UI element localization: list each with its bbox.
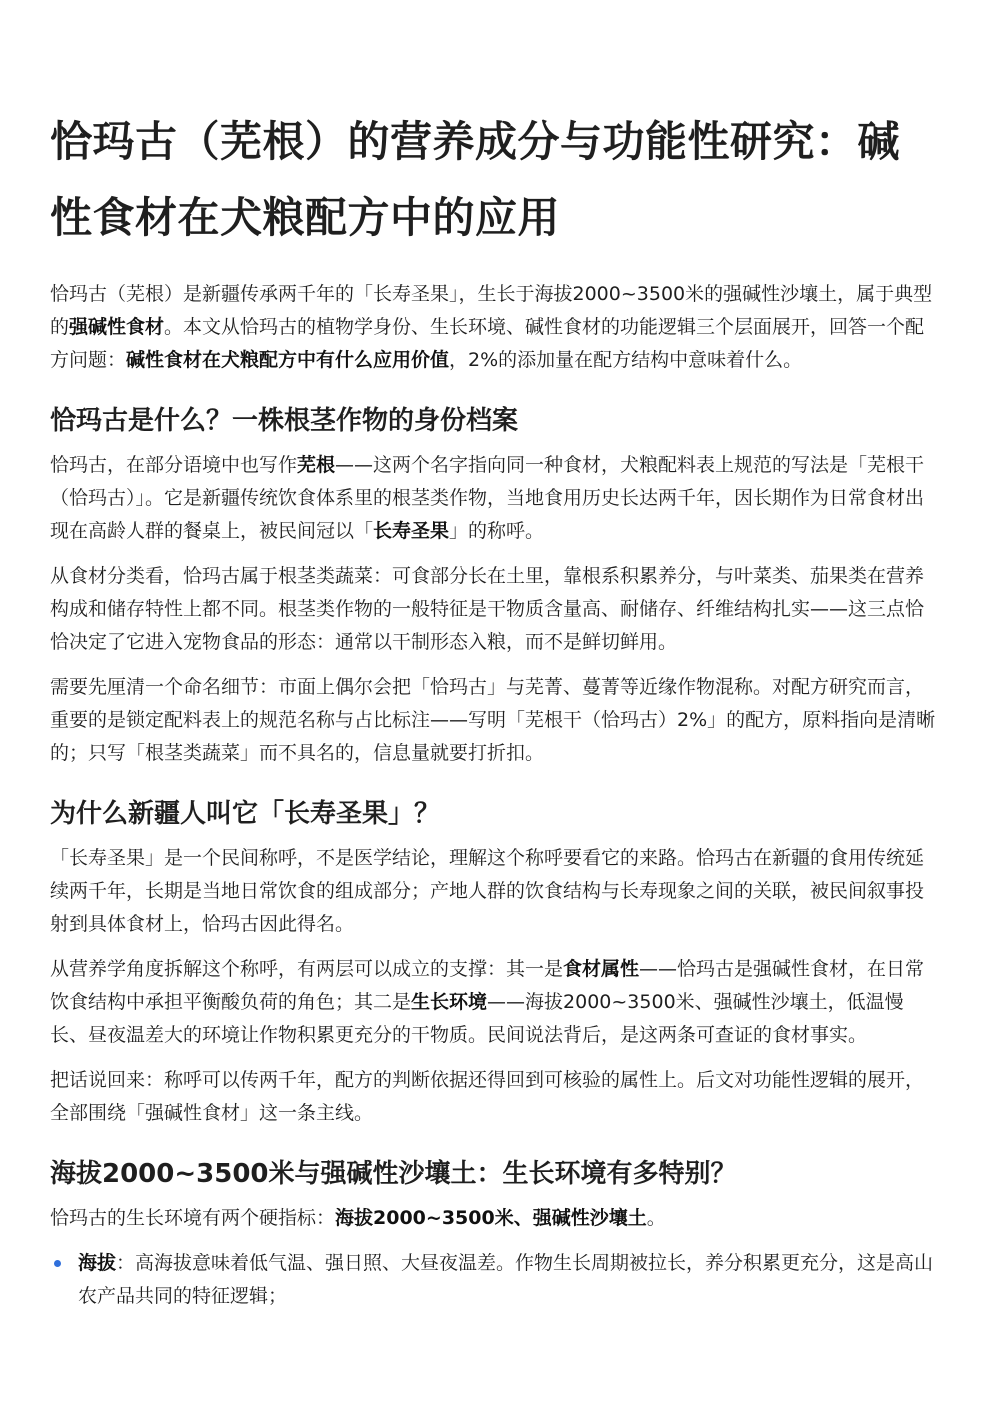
text-run: ，2%的添加量在配方结构中意味着什么。	[449, 349, 803, 371]
text-run: 恰玛古的生长环境有两个硬指标：	[50, 1207, 336, 1229]
bullet-list	[50, 1247, 941, 1313]
body-paragraph	[50, 560, 941, 659]
intro-paragraph	[50, 278, 941, 377]
section-heading: 恰玛古是什么？一株根茎作物的身份档案	[50, 406, 519, 436]
text-run: ：高海拔意味着低气温、强日照、大昼夜温差。作物生长周期被拉长，养分积累更充分，这是高山农产品共同的特征逻辑；	[78, 1252, 934, 1307]
body-paragraph	[50, 953, 941, 1052]
text-run: 。	[646, 1207, 666, 1229]
bold-text: 长寿圣果	[373, 520, 450, 542]
page-title: 恰玛古（芜根）的营养成分与功能性研究：碱性食材在犬粮配方中的应用	[50, 117, 901, 242]
text-run: ——恰玛古是强碱性食材，在日常饮食结构中承担平衡酸负荷的角色；其二是	[50, 958, 925, 1013]
text-run: 恰玛古（芜根）是新疆传承两千年的「长寿圣果」，生长于海拔2000~3500米的强碱性沙壤土，属于典型的	[50, 283, 933, 338]
article-section	[50, 401, 941, 770]
bullet-dot-icon	[54, 1260, 61, 1267]
body-paragraph	[50, 449, 941, 548]
bold-text: 碱性食材在犬粮配方中有什么应用价值	[126, 349, 450, 371]
article-section	[50, 1154, 941, 1313]
text-run: 。本文从恰玛古的植物学身份、生长环境、碱性食材的功能逻辑三个层面展开，回答一个配方问题：	[50, 316, 925, 371]
body-paragraph	[50, 671, 941, 770]
text-run: 「长寿圣果」是一个民间称呼，不是医学结论，理解这个称呼要看它的来路。恰玛古在新疆的食用传统延续两千年，长期是当地日常饮食的组成部分；产地人群的饮食结构与长寿现象之间的关联，被民间叙事投射到具体食材上，恰玛古因此得名。	[50, 847, 925, 935]
body-paragraph	[50, 1064, 941, 1130]
bullet-item	[50, 1247, 941, 1313]
text-run: 恰玛古，在部分语境中也写作	[50, 454, 298, 476]
article-section	[50, 794, 941, 1130]
section-heading: 海拔2000~3500米与强碱性沙壤土：生长环境有多特别？	[50, 1159, 737, 1189]
bold-text: 海拔	[78, 1252, 117, 1274]
text-run: 需要先厘清一个命名细节：市面上偶尔会把「恰玛古」与芜菁、蔓菁等近缘作物混称。对配方研究而言，重要的是锁定配料表上的规范名称与占比标注——写明「芜根干（恰玛古）2%」的配方，原料指向是清晰的；只写「根茎类蔬菜」而不具名的，信息量就要打折扣。	[50, 676, 936, 764]
bold-text: 生长环境	[411, 991, 488, 1013]
bold-text: 强碱性食材	[69, 316, 165, 338]
bold-text: 芜根	[297, 454, 336, 476]
text-run: ——这两个名字指向同一种食材，犬粮配料表上规范的写法是「芜根干（恰玛古）」。它是新疆传统饮食体系里的根茎类作物，当地食用历史长达两千年，因长期作为日常食材出现在高龄人群的餐桌上，被民间冠以「	[50, 454, 925, 542]
bold-text: 食材属性	[563, 958, 640, 980]
body-paragraph	[50, 1202, 941, 1235]
article-sections	[50, 401, 941, 1313]
body-paragraph	[50, 842, 941, 941]
text-run: 把话说回来：称呼可以传两千年，配方的判断依据还得回到可核验的属性上。后文对功能性逻辑的展开，全部围绕「强碱性食材」这一条主线。	[50, 1069, 925, 1124]
text-run: ——海拔2000~3500米、强碱性沙壤土，低温慢长、昼夜温差大的环境让作物积累更充分的干物质。民间说法背后，是这两条可查证的食材事实。	[50, 991, 904, 1046]
bold-text: 海拔2000~3500米、强碱性沙壤土	[335, 1207, 647, 1229]
text-run: 从食材分类看，恰玛古属于根茎类蔬菜：可食部分长在土里，靠根系积累养分，与叶菜类、茄果类在营养构成和储存特性上都不同。根茎类作物的一般特征是干物质含量高、耐储存、纤维结构扎实——这三点恰恰决定了它进入宠物食品的形态：通常以干制形态入粮，而不是鲜切鲜用。	[50, 565, 925, 653]
text-run: 」的称呼。	[449, 520, 545, 542]
section-heading: 为什么新疆人叫它「长寿圣果」？	[50, 799, 441, 829]
text-run: 从营养学角度拆解这个称呼，有两层可以成立的支撑：其一是	[50, 958, 564, 980]
